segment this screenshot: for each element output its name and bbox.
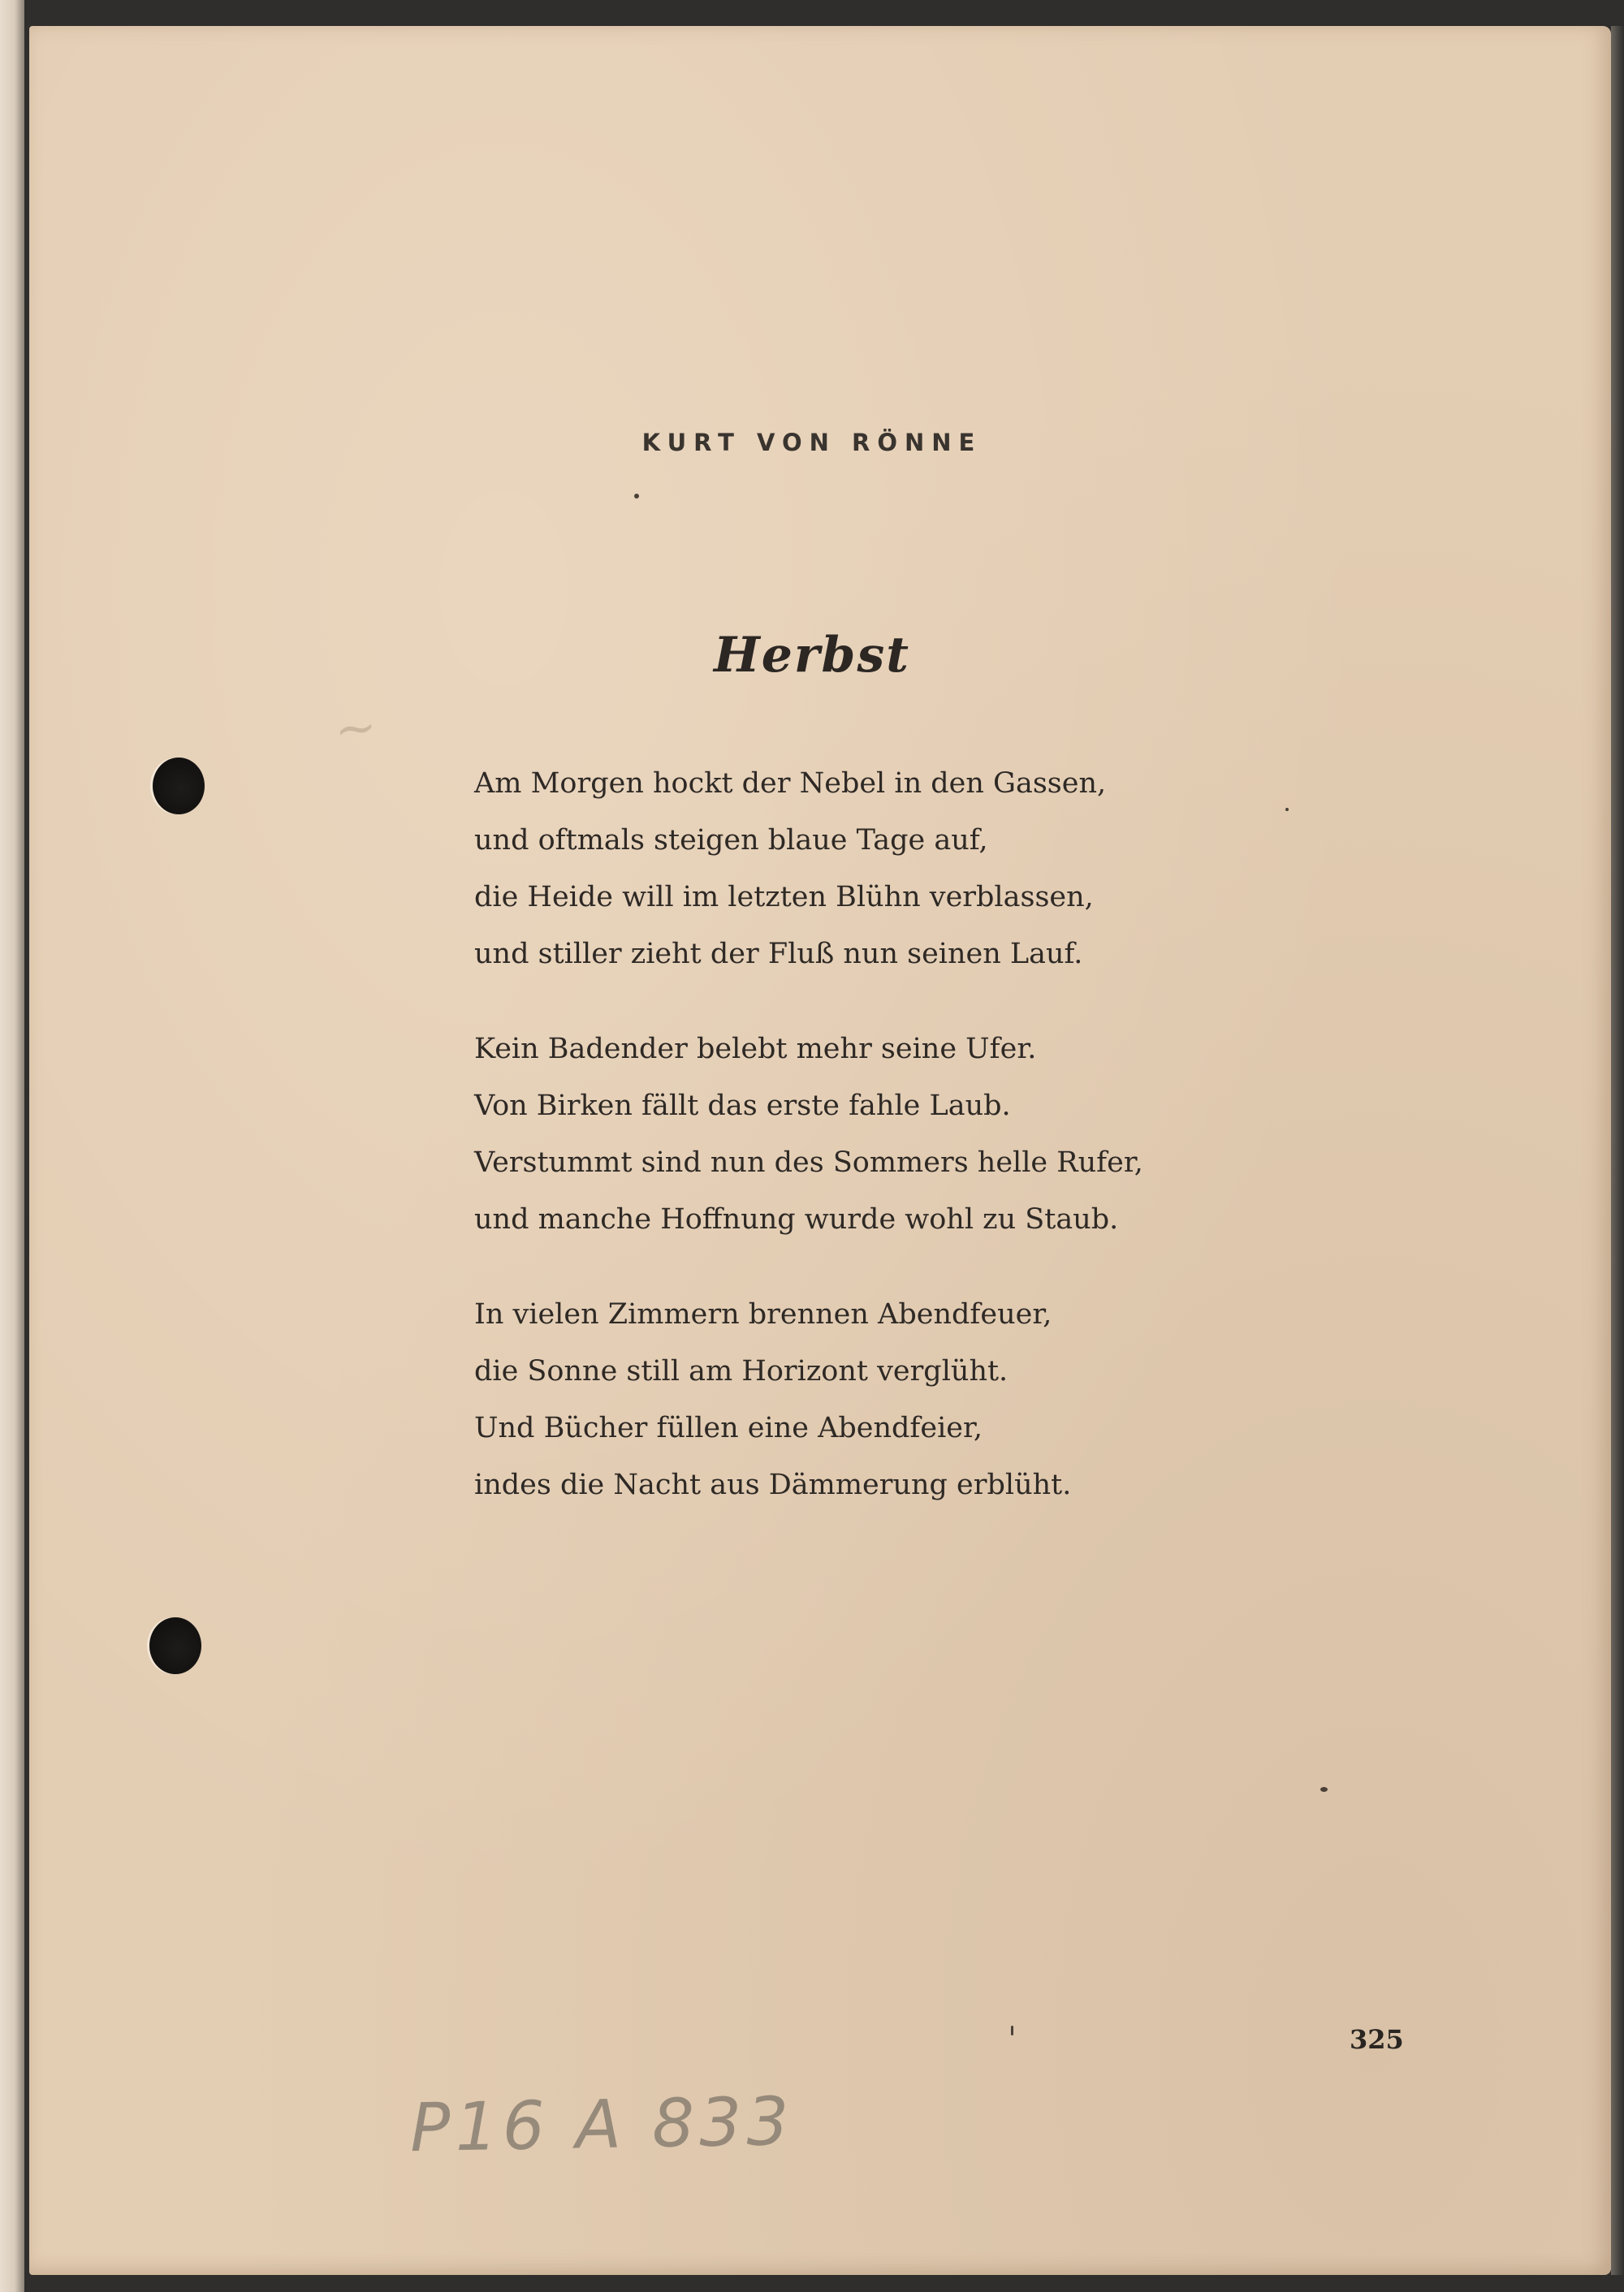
punch-hole-icon bbox=[149, 1617, 201, 1674]
poem-line: Kein Badender belebt mehr seine Ufer. bbox=[474, 1033, 1037, 1065]
punch-hole-icon bbox=[153, 758, 205, 814]
author-name: KURT VON RÖNNE bbox=[641, 429, 983, 456]
poem-line: In vielen Zimmern brennen Abendfeuer, bbox=[474, 1298, 1052, 1331]
page-right-edge-shadow bbox=[1611, 26, 1624, 2275]
poem-line: Verstummt sind nun des Sommers helle Rufer, bbox=[474, 1146, 1143, 1179]
adjacent-page-edge bbox=[0, 0, 24, 2292]
poem-line: Und Bücher füllen eine Abendfeier, bbox=[474, 1412, 983, 1444]
paper-speck bbox=[634, 494, 639, 499]
paper-speck bbox=[1285, 808, 1289, 811]
poem-line: indes die Nacht aus Dämmerung erblüht. bbox=[474, 1469, 1072, 1501]
poem-line: Am Morgen hockt der Nebel in den Gassen, bbox=[474, 767, 1107, 800]
paper-speck bbox=[1011, 2026, 1013, 2035]
poem-body bbox=[474, 755, 1286, 1552]
poem-line: die Sonne still am Horizont verglüht. bbox=[474, 1355, 1009, 1388]
poem-line: Von Birken fällt das erste fahle Laub. bbox=[474, 1090, 1011, 1122]
faint-pencil-mark: ~ bbox=[331, 696, 380, 760]
paper-speck bbox=[1320, 1787, 1328, 1792]
poem-line: und oftmals steigen blaue Tage auf, bbox=[474, 824, 988, 857]
handwritten-shelfmark: P16 A 833 bbox=[409, 2083, 795, 2168]
stanza bbox=[474, 1021, 1286, 1248]
poem-line: und stiller zieht der Fluß nun seinen Lauf. bbox=[474, 938, 1083, 970]
stanza bbox=[474, 1286, 1286, 1513]
poem-title: Herbst bbox=[714, 627, 910, 684]
stanza bbox=[474, 755, 1286, 982]
page-number: 325 bbox=[1350, 2024, 1404, 2055]
poem-line: die Heide will im letzten Blühn verblassen, bbox=[474, 881, 1094, 913]
poem-line: und manche Hoffnung wurde wohl zu Staub. bbox=[474, 1203, 1119, 1236]
